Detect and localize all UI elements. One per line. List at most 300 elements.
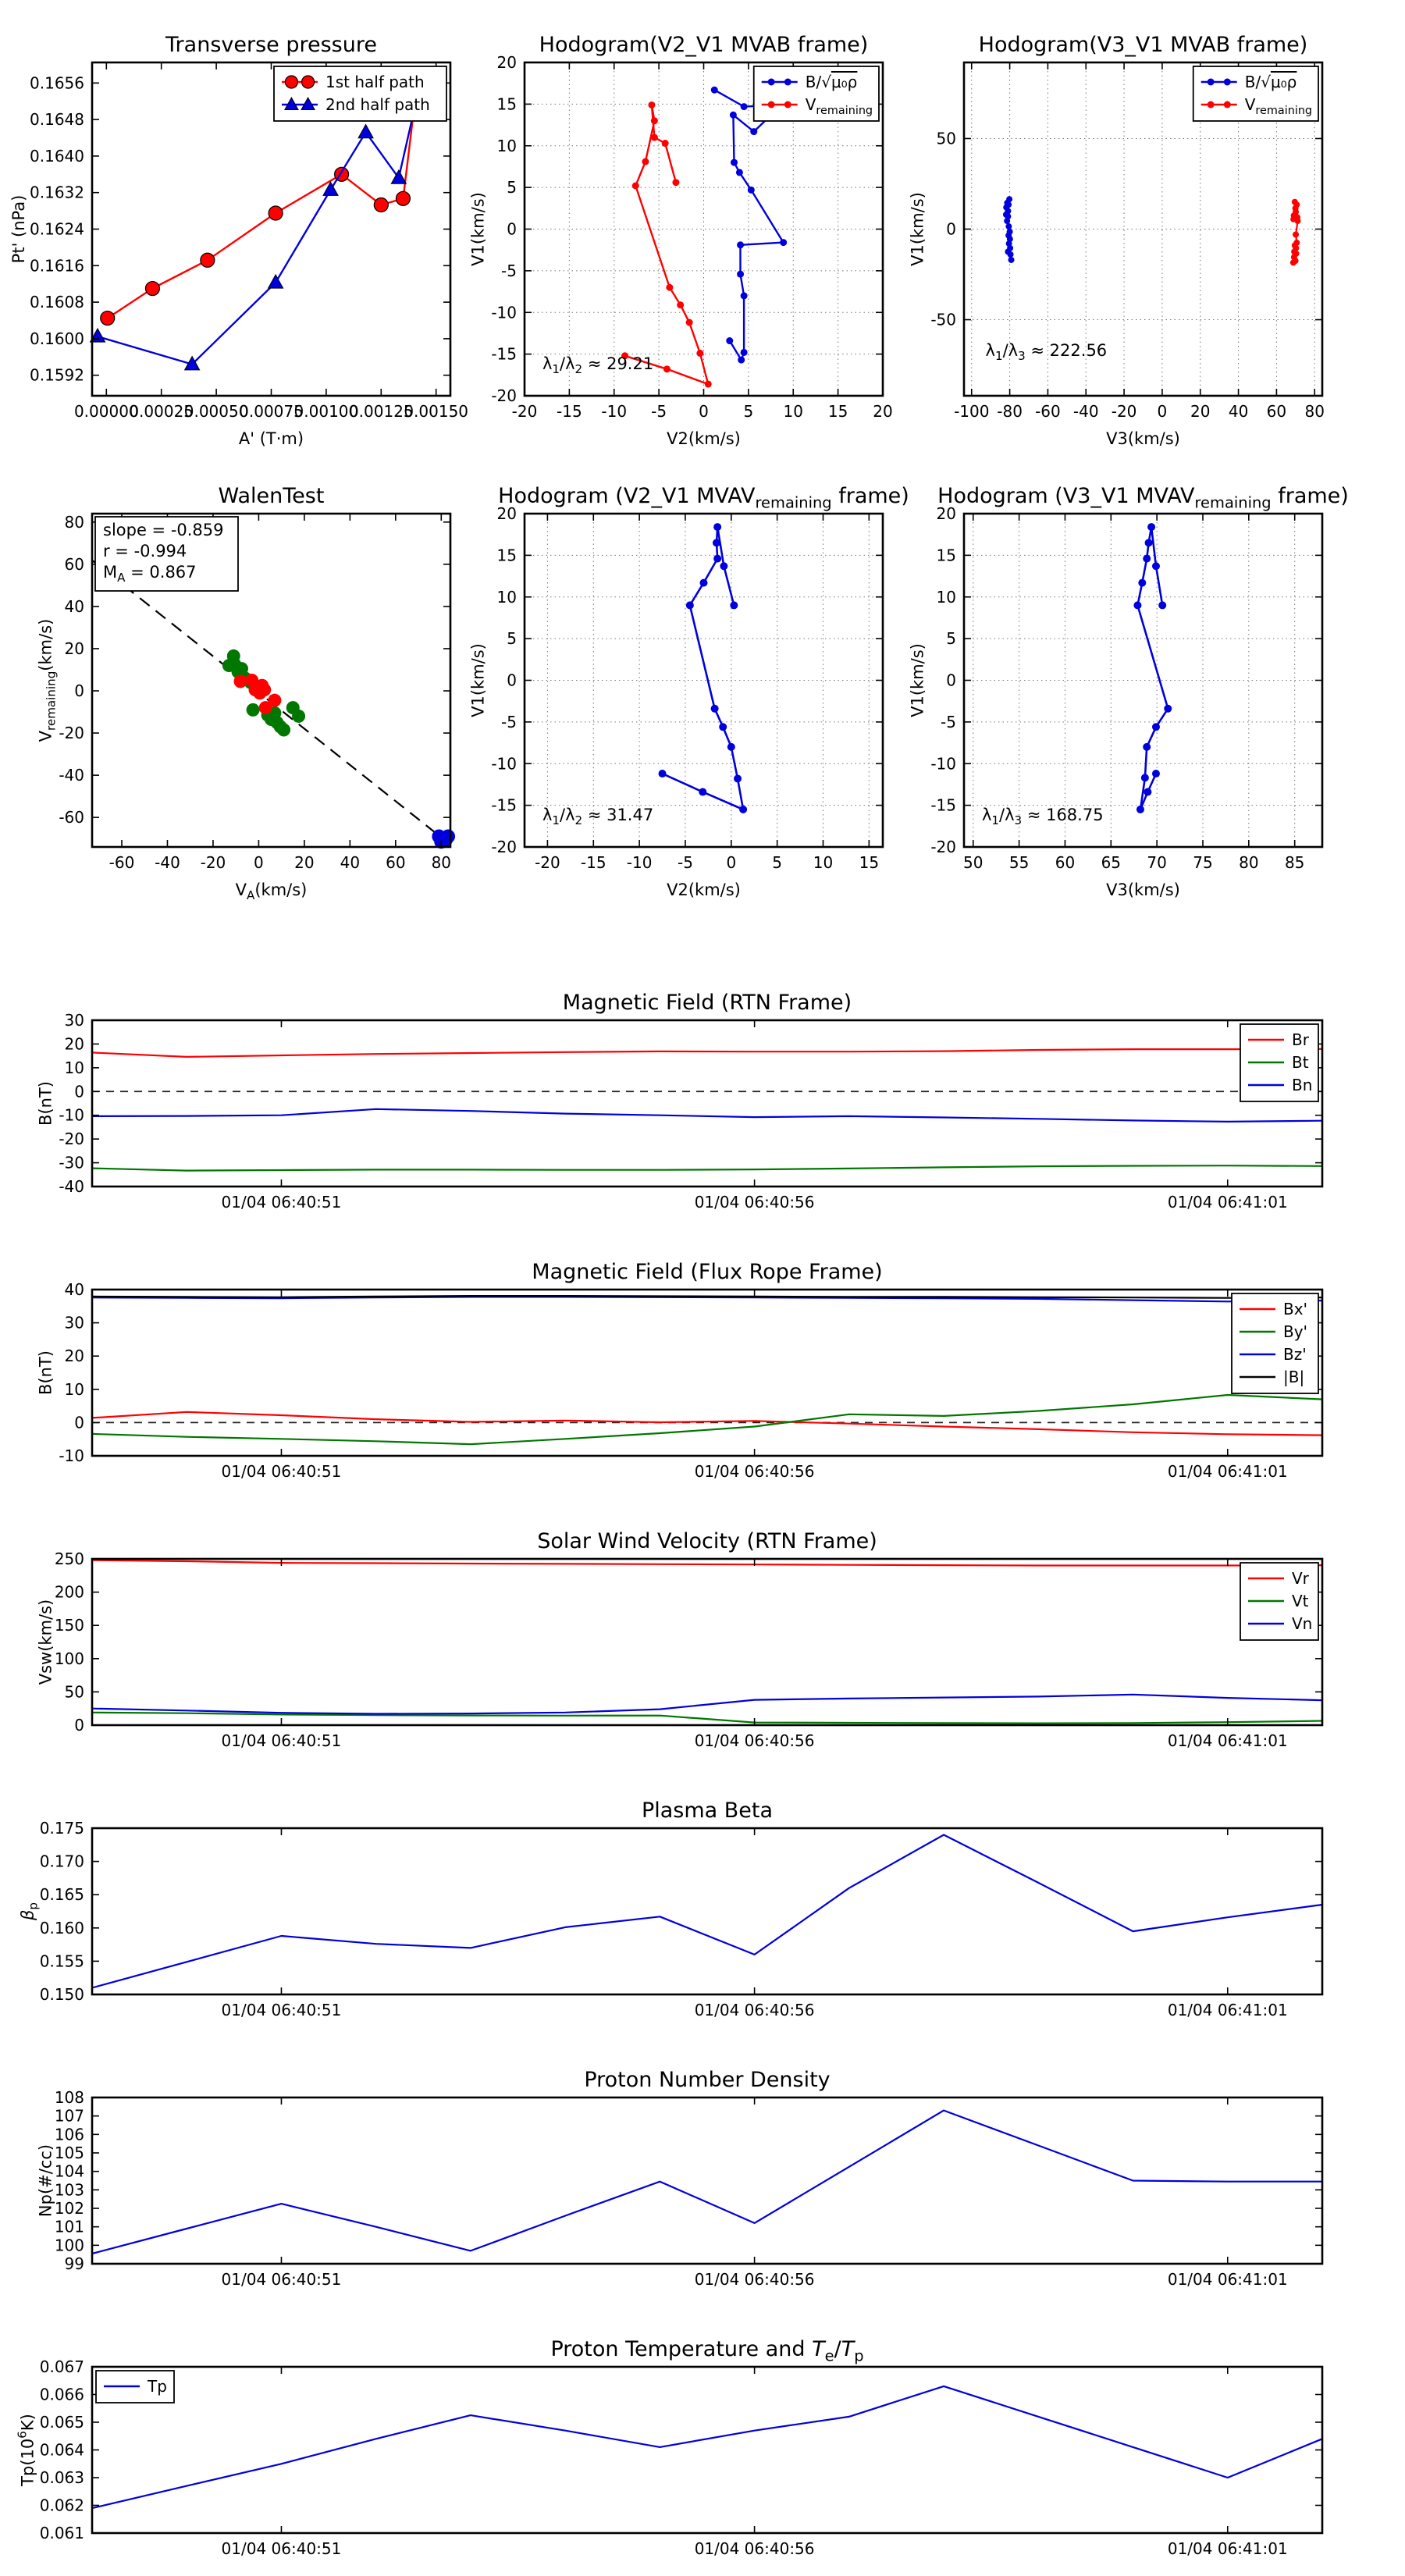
x-tick-label: 40	[340, 853, 361, 872]
y-tick-label: -15	[491, 795, 517, 815]
x-tick-label: 0	[1157, 402, 1168, 421]
y-tick-label: 0.064	[39, 2440, 84, 2460]
x-tick-label: 50	[963, 853, 984, 872]
y-axis-label: Pt' (nPa)	[9, 194, 28, 264]
point-1st-half-path	[201, 253, 215, 267]
point-B-over-sqrt-mu0rho	[780, 239, 787, 246]
legend-label: B/√μ₀ρ	[1244, 73, 1297, 91]
point-V-hodogram	[739, 806, 747, 813]
y-tick-label: 150	[54, 1616, 84, 1635]
x-tick-label: 01/04 06:40:51	[221, 1731, 342, 1750]
x-tick-label: 0	[699, 402, 709, 421]
y-axis-label: B(nT)	[36, 1081, 55, 1126]
x-tick-label: 40	[1228, 402, 1249, 421]
point-1st-half-path	[396, 191, 410, 205]
point-V-remaining	[651, 134, 658, 141]
y-tick-label: 30	[64, 1011, 84, 1030]
point-V-hodogram	[713, 539, 720, 546]
x-axis-label: A' (T·m)	[238, 429, 304, 448]
legend-label: B/√μ₀ρ	[805, 73, 858, 91]
point-scatter-green	[292, 710, 305, 723]
y-tick-label: -20	[59, 1130, 84, 1149]
legend-label: 2nd half path	[325, 95, 430, 114]
x-tick-label: 01/04 06:41:01	[1167, 2001, 1288, 2019]
y-tick-label: 0.067	[39, 2357, 84, 2376]
x-tick-label: 01/04 06:40:51	[221, 2270, 342, 2289]
y-tick-label: 15	[496, 546, 517, 565]
y-axis-label: B(nT)	[36, 1350, 55, 1395]
stats-line: $M_A = 0.867$	[103, 563, 197, 585]
x-tick-label: 01/04 06:40:56	[694, 1193, 815, 1212]
y-tick-label: 0.1624	[30, 219, 84, 239]
x-tick-label: 0	[254, 853, 264, 872]
x-tick-label: 80	[1239, 853, 1259, 872]
chart-title: Hodogram(V3_V1 MVAB frame)	[978, 33, 1308, 57]
y-tick-label: -20	[491, 838, 517, 856]
y-tick-label: 0	[74, 1082, 84, 1101]
y-axis-label: Np(#/cc)	[36, 2144, 55, 2218]
y-tick-label: 0	[74, 1716, 84, 1735]
y-tick-label: -10	[930, 754, 956, 774]
x-tick-label: 01/04 06:40:56	[694, 1462, 815, 1481]
legend	[1240, 1563, 1318, 1640]
point-B-over-sqrt-mu0rho	[741, 292, 748, 299]
x-axis-label: V3(km/s)	[1106, 429, 1180, 448]
point-B-over-sqrt-mu0rho	[741, 103, 748, 110]
legend-label: Bt	[1292, 1053, 1309, 1072]
y-tick-label: 5	[946, 629, 956, 649]
point-V-hodogram	[1138, 579, 1146, 587]
legend-marker	[784, 101, 791, 109]
x-tick-label: -10	[626, 853, 653, 872]
y-tick-label: 101	[54, 2217, 84, 2236]
legend-label: $V_{remaining}$	[805, 95, 873, 117]
point-B-over-sqrt-mu0rho	[1008, 251, 1014, 258]
y-tick-label: 0.1648	[30, 110, 84, 130]
y-tick-label: 0.066	[39, 2385, 84, 2404]
point-V-remaining	[642, 158, 649, 165]
point-V-remaining	[1295, 218, 1301, 224]
y-axis-label: V1(km/s)	[908, 192, 927, 266]
point-V-remaining	[663, 365, 670, 372]
point-1st-half-path	[145, 282, 159, 296]
point-V-hodogram	[727, 743, 735, 751]
y-tick-label: 10	[936, 587, 956, 607]
y-axis-label: $V_{remaining}(km/s)$	[36, 618, 59, 742]
x-tick-label: 10	[813, 853, 834, 872]
x-tick-label: 0.00100	[293, 402, 359, 421]
point-V-hodogram	[1143, 555, 1151, 563]
legend-label: Bx'	[1283, 1300, 1308, 1318]
point-V-remaining	[705, 381, 712, 388]
point-B-over-sqrt-mu0rho	[741, 349, 748, 356]
point-V-hodogram	[713, 523, 721, 531]
y-tick-label: 250	[54, 1550, 84, 1568]
y-tick-label: 40	[64, 596, 84, 616]
hodogram-v3v1-mvav-chart	[909, 484, 1349, 899]
x-tick-label: 01/04 06:40:51	[221, 1462, 342, 1481]
x-tick-label: 5	[743, 402, 754, 421]
point-V-remaining	[651, 117, 658, 124]
magnetic-field-flux-rope-chart	[37, 1260, 1323, 1481]
magnetic-field-rtn-chart	[37, 991, 1323, 1212]
y-tick-label: -15	[491, 344, 517, 364]
point-scatter-green	[277, 724, 290, 737]
point-B-over-sqrt-mu0rho	[748, 187, 755, 194]
point-B-over-sqrt-mu0rho	[730, 112, 737, 119]
point-scatter-green	[247, 703, 260, 717]
y-tick-label: -10	[59, 1105, 84, 1125]
x-tick-label: 75	[1193, 853, 1213, 872]
y-tick-label: 40	[64, 1280, 84, 1299]
point-V-remaining	[662, 140, 669, 147]
hodogram-v2v1-mvab-chart	[469, 33, 893, 448]
x-tick-label: -5	[651, 402, 667, 421]
y-tick-label: 20	[64, 1347, 84, 1366]
proton-density-chart	[37, 2068, 1323, 2289]
point-V-hodogram	[1147, 523, 1155, 531]
point-V-remaining	[666, 284, 673, 291]
y-tick-label: 0	[946, 671, 956, 690]
point-V-hodogram	[1143, 743, 1151, 751]
point-V-remaining	[677, 301, 684, 308]
point-V-remaining	[672, 179, 679, 186]
point-V-hodogram	[699, 788, 706, 796]
legend-label: Vt	[1292, 1592, 1309, 1610]
point-V-hodogram	[719, 723, 727, 731]
x-tick-label: -20	[511, 402, 538, 421]
y-tick-label: -60	[59, 808, 84, 827]
y-tick-label: 10	[496, 587, 517, 607]
x-tick-label: 0.00000	[73, 402, 139, 421]
point-scatter-red	[234, 674, 247, 688]
point-B-over-sqrt-mu0rho	[750, 128, 757, 135]
x-axis-label: V3(km/s)	[1106, 881, 1180, 899]
x-tick-label: 80	[1304, 402, 1325, 421]
y-axis-label: V1(km/s)	[908, 643, 927, 717]
legend-label: Bz'	[1283, 1345, 1307, 1364]
x-tick-label: 01/04 06:40:56	[694, 2001, 815, 2019]
point-V-hodogram	[1136, 806, 1144, 813]
y-tick-label: 5	[507, 178, 517, 197]
chart-title: WalenTest	[218, 484, 325, 508]
x-tick-label: 01/04 06:41:01	[1167, 2539, 1288, 2558]
chart-title: Transverse pressure	[165, 33, 377, 57]
y-tick-label: 0	[507, 219, 517, 239]
y-tick-label: 0	[507, 671, 517, 690]
legend-label: |B|	[1283, 1368, 1305, 1386]
point-V-hodogram	[686, 601, 694, 609]
x-tick-label: 60	[1266, 402, 1287, 421]
point-V-hodogram	[659, 770, 667, 777]
y-tick-label: 104	[54, 2161, 84, 2181]
point-V-hodogram	[1152, 723, 1160, 731]
y-tick-label: -50	[930, 310, 956, 329]
legend-marker	[784, 79, 791, 86]
annotation: $\lambda_1/\lambda_2 \approx 31.47$	[542, 805, 654, 827]
y-tick-label: -30	[59, 1153, 84, 1172]
x-tick-label: 01/04 06:41:01	[1167, 1731, 1288, 1750]
legend-marker	[1208, 79, 1215, 86]
y-tick-label: 0.150	[39, 1985, 84, 2004]
y-tick-label: 15	[936, 546, 956, 565]
x-tick-label: 60	[1055, 853, 1076, 872]
legend	[96, 2371, 174, 2403]
point-B-over-sqrt-mu0rho	[738, 357, 745, 364]
solar-wind-velocity-chart	[37, 1529, 1323, 1750]
point-B-over-sqrt-mu0rho	[1005, 223, 1012, 229]
y-tick-label: -20	[930, 838, 956, 856]
legend-marker	[1224, 101, 1231, 109]
chart-title: Proton Temperature and $T_e/T_p$	[550, 2337, 864, 2365]
chart-title: Magnetic Field (Flux Rope Frame)	[532, 1260, 883, 1284]
y-tick-label: -15	[930, 795, 956, 815]
x-tick-label: -15	[580, 853, 606, 872]
point-V-hodogram	[711, 705, 719, 713]
y-tick-label: 0.1592	[30, 365, 84, 385]
x-tick-label: 01/04 06:40:56	[694, 2539, 815, 2558]
chart-title: Solar Wind Velocity (RTN Frame)	[537, 1529, 877, 1553]
x-tick-label: 55	[1008, 853, 1030, 872]
chart-title: Hodogram(V2_V1 MVAB frame)	[539, 33, 869, 57]
y-tick-label: -10	[59, 1446, 84, 1465]
x-tick-label: -100	[954, 402, 990, 421]
y-tick-label: 0	[74, 681, 84, 701]
y-tick-label: 0.1616	[30, 256, 84, 276]
legend-label: Vn	[1292, 1614, 1313, 1633]
point-V-hodogram	[1158, 601, 1166, 609]
x-axis-label: V2(km/s)	[667, 429, 741, 448]
point-V-hodogram	[730, 601, 738, 609]
point-V-remaining	[1293, 258, 1299, 264]
point-V-hodogram	[1164, 705, 1172, 713]
y-tick-label: 0.1632	[30, 183, 84, 202]
legend-marker	[285, 76, 297, 88]
y-tick-label: -40	[59, 1177, 84, 1196]
point-B-over-sqrt-mu0rho	[1008, 257, 1015, 263]
x-tick-label: 70	[1147, 853, 1167, 872]
x-axis-label: $V_A(km/s)$	[235, 881, 308, 903]
x-tick-label: 01/04 06:40:51	[221, 1193, 342, 1212]
y-tick-label: 20	[496, 504, 517, 523]
y-tick-label: 0.065	[39, 2413, 84, 2432]
y-tick-label: -40	[59, 766, 84, 785]
point-V-hodogram	[1145, 539, 1153, 546]
y-tick-label: -5	[941, 712, 956, 731]
y-tick-label: 20	[936, 504, 956, 523]
y-tick-label: 103	[54, 2180, 84, 2200]
x-tick-label: 0	[726, 853, 737, 872]
y-tick-label: 200	[54, 1582, 84, 1602]
y-tick-label: 10	[64, 1379, 84, 1399]
point-V-hodogram	[1152, 770, 1160, 777]
y-tick-label: -20	[491, 386, 517, 405]
legend-label: 1st half path	[325, 73, 425, 91]
y-tick-label: 0.062	[39, 2496, 84, 2515]
point-V-hodogram	[713, 555, 721, 563]
x-tick-label: -20	[200, 853, 226, 872]
x-tick-label: 20	[1190, 402, 1211, 421]
legend	[274, 66, 446, 121]
point-V-hodogram	[1141, 774, 1149, 781]
legend-label: $V_{remaining}$	[1244, 95, 1313, 117]
y-axis-label: $\beta_p$	[18, 1902, 41, 1920]
annotation: $\lambda_1/\lambda_3 \approx 168.75$	[981, 805, 1104, 827]
chart-title: Hodogram (V3_V1 $MVAV_{remaining}$ frame)	[937, 484, 1349, 512]
y-tick-label: 105	[54, 2144, 84, 2162]
hodogram-v3v1-mvab-chart	[909, 33, 1325, 448]
x-tick-label: 80	[431, 853, 452, 872]
y-tick-label: -10	[491, 303, 517, 322]
x-tick-label: 01/04 06:41:01	[1167, 1462, 1288, 1481]
point-B-over-sqrt-mu0rho	[737, 271, 744, 278]
point-1st-half-path	[374, 197, 388, 212]
annotation: $\lambda_1/\lambda_2 \approx 29.21$	[542, 354, 654, 376]
y-tick-label: 0	[74, 1413, 84, 1432]
stats-line: r = -0.994	[103, 542, 187, 560]
x-tick-label: 85	[1284, 853, 1305, 872]
legend-marker	[1208, 101, 1215, 109]
y-tick-label: 0.175	[39, 1819, 84, 1838]
y-tick-label: -10	[491, 754, 517, 774]
x-tick-label: -60	[1035, 402, 1061, 421]
point-V-remaining	[1293, 231, 1299, 237]
y-tick-label: 15	[496, 94, 517, 114]
point-V-remaining	[648, 101, 655, 109]
x-tick-label: -20	[1111, 402, 1137, 421]
point-V-remaining	[696, 350, 703, 357]
point-1st-half-path	[101, 311, 115, 326]
x-tick-label: 01/04 06:41:01	[1167, 2270, 1288, 2289]
y-tick-label: 100	[54, 2236, 84, 2255]
point-V-hodogram	[1144, 788, 1151, 796]
x-tick-label: 5	[772, 853, 783, 872]
x-tick-label: 15	[827, 402, 848, 421]
y-tick-label: 10	[496, 136, 517, 155]
y-tick-label: 5	[507, 629, 517, 649]
point-B-over-sqrt-mu0rho	[1004, 218, 1010, 224]
y-tick-label: 0.170	[39, 1852, 84, 1871]
y-tick-label: 0	[946, 219, 956, 239]
x-tick-label: 0.00125	[348, 402, 414, 421]
legend-label: Br	[1292, 1030, 1309, 1049]
y-tick-label: 0.1600	[30, 329, 84, 348]
x-tick-label: 60	[386, 853, 406, 872]
point-scatter-red	[258, 683, 271, 696]
legend-label: Bn	[1292, 1076, 1313, 1094]
x-tick-label: -20	[535, 853, 560, 872]
y-tick-label: 10	[64, 1058, 84, 1077]
point-V-hodogram	[1152, 562, 1160, 570]
point-scatter-blue	[441, 829, 455, 843]
chart-title: Plasma Beta	[641, 1799, 774, 1823]
point-B-over-sqrt-mu0rho	[736, 169, 743, 176]
legend-label: Vr	[1292, 1569, 1309, 1588]
point-scatter-red	[268, 694, 281, 707]
y-tick-label: 20	[496, 53, 517, 72]
x-axis-label: V2(km/s)	[667, 881, 741, 899]
annotation: $\lambda_1/\lambda_3 \approx 222.56$	[985, 340, 1108, 363]
chart-title: Hodogram (V2_V1 $MVAV_{remaining}$ frame)	[498, 484, 909, 512]
x-tick-label: -40	[155, 853, 180, 872]
x-tick-label: 15	[859, 853, 880, 872]
legend	[1240, 1024, 1318, 1101]
legend-marker	[302, 76, 315, 88]
y-tick-label: 0.160	[39, 1918, 84, 1937]
y-tick-label: 0.1656	[30, 73, 84, 93]
x-tick-label: 0.00025	[129, 402, 194, 421]
x-tick-label: -10	[601, 402, 628, 421]
plasma-beta-chart	[19, 1799, 1323, 2019]
x-tick-label: -5	[677, 853, 693, 872]
x-tick-label: -60	[108, 853, 135, 872]
legend-label: Tp	[148, 2377, 167, 2396]
x-tick-label: -15	[557, 402, 582, 421]
legend-marker	[1224, 79, 1231, 86]
point-V-remaining	[632, 182, 639, 189]
legend-marker	[768, 101, 775, 109]
y-tick-label: 50	[64, 1682, 84, 1702]
point-B-over-sqrt-mu0rho	[711, 87, 718, 94]
y-tick-label: 0.061	[39, 2524, 84, 2542]
point-V-hodogram	[720, 562, 727, 570]
y-tick-label: 20	[64, 639, 84, 658]
point-V-hodogram	[734, 774, 742, 782]
y-tick-label: 0.1640	[30, 146, 84, 165]
y-tick-label: -5	[501, 261, 517, 280]
y-tick-label: -20	[59, 724, 84, 743]
point-1st-half-path	[269, 206, 283, 220]
x-tick-label: 10	[783, 402, 803, 421]
x-tick-label: 0.00150	[404, 402, 469, 421]
y-tick-label: 80	[64, 512, 84, 532]
point-B-over-sqrt-mu0rho	[731, 159, 738, 166]
y-tick-label: 106	[54, 2125, 84, 2144]
legend-marker	[768, 79, 775, 86]
chart-title: Proton Number Density	[584, 2068, 831, 2092]
y-tick-label: 107	[54, 2106, 84, 2126]
x-tick-label: 01/04 06:41:01	[1167, 1193, 1288, 1212]
proton-temperature-chart	[16, 2337, 1322, 2558]
stats-line: slope = -0.859	[103, 521, 224, 539]
x-tick-label: 01/04 06:40:51	[221, 2539, 342, 2558]
point-V-remaining	[686, 319, 693, 326]
x-tick-label: -40	[1072, 402, 1099, 421]
legend	[1232, 1293, 1318, 1393]
y-tick-label: 0.165	[39, 1885, 84, 1905]
x-tick-label: 01/04 06:40:56	[694, 2270, 815, 2289]
y-axis-label: V1(km/s)	[468, 643, 488, 717]
x-tick-label: 0.00050	[183, 402, 249, 421]
y-tick-label: 0.155	[39, 1952, 84, 1971]
y-tick-label: 50	[936, 129, 956, 148]
y-axis-label: V1(km/s)	[468, 192, 488, 266]
point-B-over-sqrt-mu0rho	[726, 337, 733, 344]
legend-label: By'	[1283, 1322, 1308, 1341]
y-tick-label: 0.1608	[30, 293, 84, 312]
point-V-hodogram	[700, 579, 708, 587]
y-axis-label: Vsw(km/s)	[36, 1599, 55, 1685]
y-tick-label: 20	[64, 1034, 84, 1054]
y-tick-label: 100	[54, 1649, 84, 1668]
y-tick-label: -5	[501, 712, 517, 731]
y-tick-label: 0.063	[39, 2468, 84, 2487]
transverse-pressure-chart	[9, 33, 468, 448]
point-V-hodogram	[1133, 601, 1141, 609]
y-tick-label: 30	[64, 1313, 84, 1332]
y-tick-label: 60	[64, 554, 84, 574]
y-tick-label: 102	[54, 2199, 84, 2218]
